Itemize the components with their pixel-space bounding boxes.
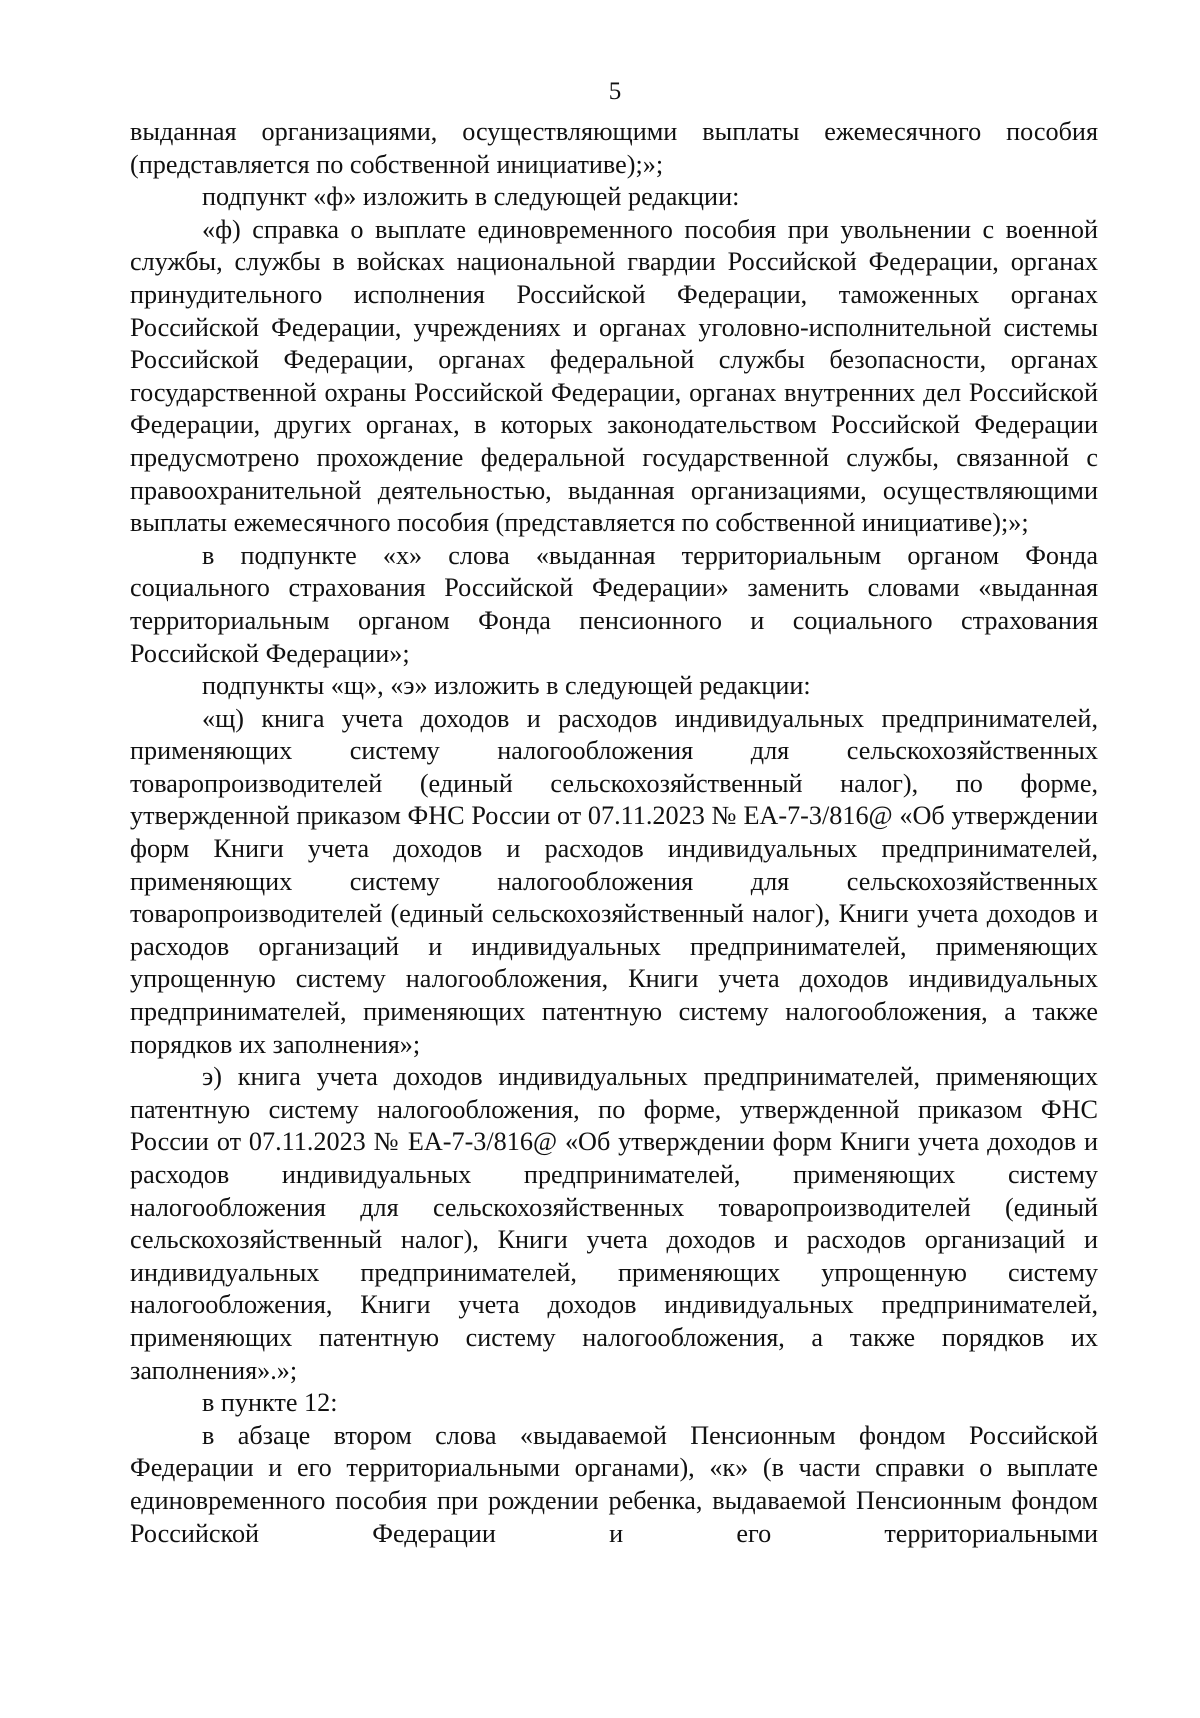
paragraph-continuation: выданная организациями, осуществляющими выплаты ежемесячного пособия (представляется по собственной инициативе);»; [130,117,1098,179]
paragraph-subpoints-shch-e-intro: подпункты «щ», «э» изложить в следующей редакции: [202,671,811,701]
document-body [130,116,1098,1550]
paragraph-abzac-vtoroy: в абзаце втором слова «выдаваемой Пенсионным фондом Российской Федерации и его территориальными органами), «к» (в части справки о выплате единовременного пособия при рождении ребенка, выдаваемой Пенсионным фондом Российской Федерации и его территориальными [130,1420,1098,1548]
paragraph-subpoint-f-intro: подпункт «ф» изложить в следующей редакции: [202,182,740,212]
page-number: 5 [608,78,622,105]
paragraph-subpoint-f: «ф) справка о выплате единовременного пособия при увольнении с военной службы, службы в войсках национальной гвардии Российской Федерации, органах принудительного исполнения Российской Федерации, таможенных органах Российской Федерации, учреждениях и органах уголовно-исполнительной системы Российской Федерации, органах федеральной службы безопасности, органах государственной охраны Российской Федерации, органах внутренних дел Российской Федерации, других органах, в которых законодательством Российской Федерации предусмотрено прохождение федеральной государственной службы, связанной с правоохранительной деятельностью, выданная организациями, осуществляющими выплаты ежемесячного пособия (представляется по собственной инициативе);»; [130,214,1098,538]
paragraph-subpoint-shch: «щ) книга учета доходов и расходов индивидуальных предпринимателей, применяющих систему налогообложения для сельскохозяйственных товаропроизводителей (единый сельскохозяйственный налог), по форме, утвержденной приказом ФНС России от 07.11.2023 № ЕА-7-3/816@ «Об утверждении форм Книги учета доходов и расходов индивидуальных предпринимателей, применяющих систему налогообложения для сельскохозяйственных товаропроизводителей (единый сельскохозяйственный налог), Книги учета доходов и расходов организаций и индивидуальных предпринимателей, применяющих упрощенную систему налогообложения, Книги учета доходов индивидуальных предпринимателей, применяющих патентную систему налогообложения, а также порядков их заполнения»; [130,703,1098,1059]
paragraph-subpoint-e: э) книга учета доходов индивидуальных предпринимателей, применяющих патентную систему налогообложения, по форме, утвержденной приказом ФНС России от 07.11.2023 № ЕА-7-3/816@ «Об утверждении форм Книги учета доходов и расходов индивидуальных предпринимателей, применяющих систему налогообложения для сельскохозяйственных товаропроизводителей (единый сельскохозяйственный налог), Книги учета доходов и расходов организаций и индивидуальных предпринимателей, применяющих упрощенную систему налогообложения, Книги учета доходов индивидуальных предпринимателей, применяющих патентную систему налогообложения, а также порядков их заполнения».»; [130,1062,1098,1385]
paragraph-subpoint-kh: в подпункте «х» слова «выданная территориальным органом Фонда социального страхования Российской Федерации» заменить словами «выданная территориальным органом Фонда пенсионного и социального страхования Российской Федерации»; [130,540,1098,668]
paragraph-point-12: в пункте 12: [202,1388,338,1418]
